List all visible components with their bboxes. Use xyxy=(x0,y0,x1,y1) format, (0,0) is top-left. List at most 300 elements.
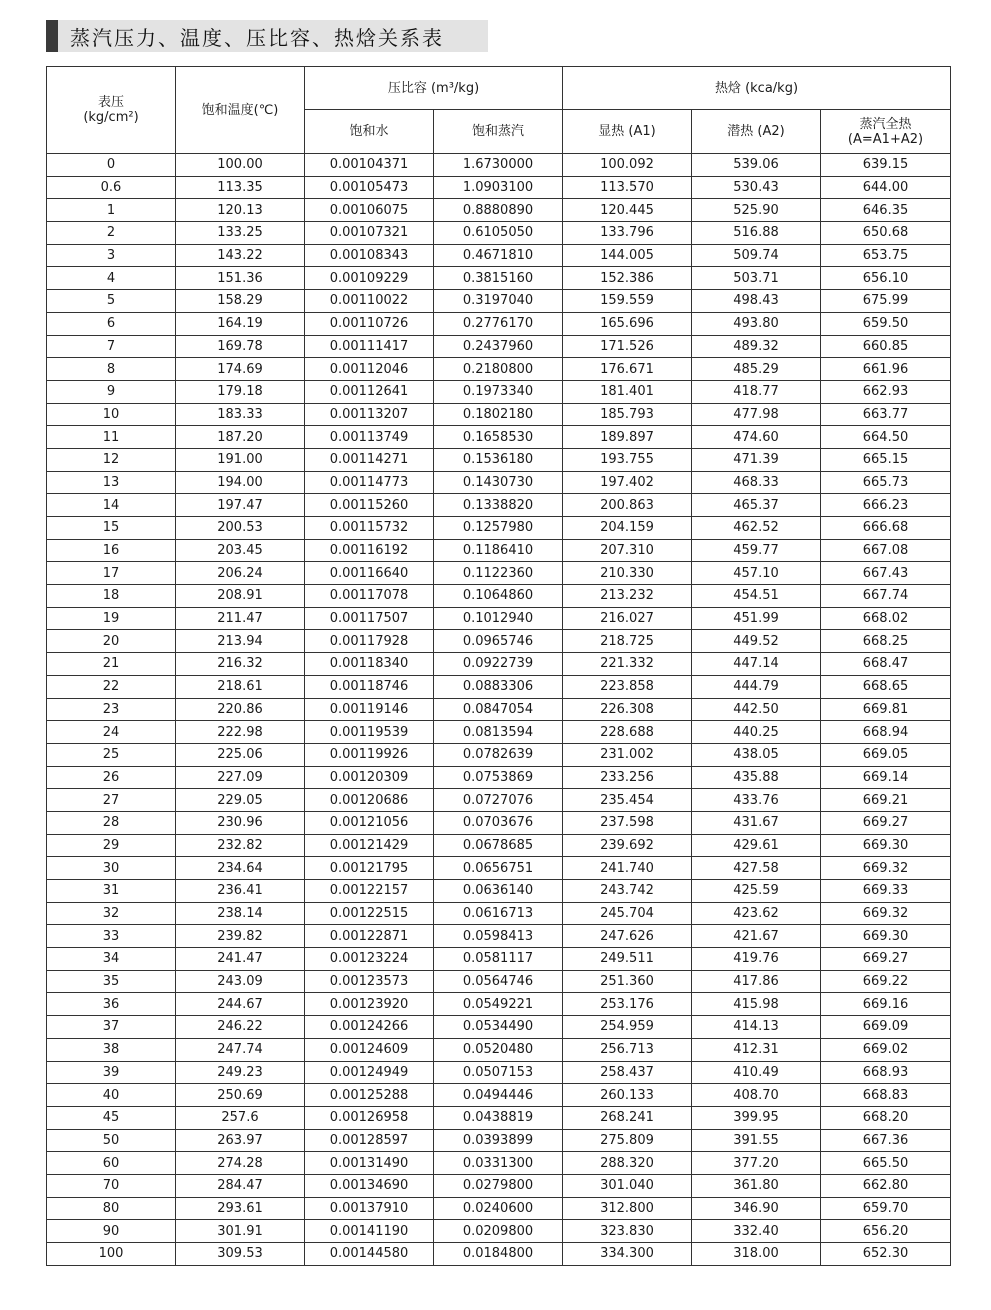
cell-pressure: 38 xyxy=(47,1038,176,1061)
cell-temperature: 164.19 xyxy=(176,312,305,335)
cell-saturated-steam: 0.0753869 xyxy=(434,766,563,789)
table-row xyxy=(47,1016,951,1039)
cell-pressure: 19 xyxy=(47,607,176,630)
cell-saturated-water: 0.00109229 xyxy=(305,267,434,290)
header-specific-volume: 压比容 (m³/kg) xyxy=(305,67,563,110)
cell-saturated-steam: 1.6730000 xyxy=(434,154,563,177)
cell-temperature: 220.86 xyxy=(176,698,305,721)
cell-pressure: 10 xyxy=(47,403,176,426)
cell-temperature: 143.22 xyxy=(176,244,305,267)
cell-temperature: 309.53 xyxy=(176,1243,305,1266)
cell-saturated-water: 0.00110022 xyxy=(305,290,434,313)
cell-sensible-heat: 185.793 xyxy=(563,403,692,426)
cell-sensible-heat: 176.671 xyxy=(563,358,692,381)
cell-temperature: 169.78 xyxy=(176,335,305,358)
table-row xyxy=(47,517,951,540)
cell-saturated-water: 0.00124609 xyxy=(305,1038,434,1061)
cell-total-heat: 668.20 xyxy=(821,1106,951,1129)
table-row xyxy=(47,585,951,608)
cell-pressure: 24 xyxy=(47,721,176,744)
table-row xyxy=(47,562,951,585)
cell-sensible-heat: 253.176 xyxy=(563,993,692,1016)
cell-latent-heat: 449.52 xyxy=(692,630,821,653)
cell-saturated-steam: 0.1122360 xyxy=(434,562,563,585)
cell-saturated-steam: 0.0564746 xyxy=(434,970,563,993)
cell-total-heat: 666.23 xyxy=(821,494,951,517)
cell-saturated-water: 0.00114271 xyxy=(305,448,434,471)
cell-temperature: 183.33 xyxy=(176,403,305,426)
cell-sensible-heat: 301.040 xyxy=(563,1174,692,1197)
cell-saturated-steam: 0.0581117 xyxy=(434,948,563,971)
cell-total-heat: 669.02 xyxy=(821,1038,951,1061)
cell-temperature: 213.94 xyxy=(176,630,305,653)
cell-total-heat: 669.30 xyxy=(821,834,951,857)
cell-pressure: 12 xyxy=(47,448,176,471)
cell-sensible-heat: 254.959 xyxy=(563,1016,692,1039)
table-row xyxy=(47,653,951,676)
cell-pressure: 39 xyxy=(47,1061,176,1084)
cell-saturated-water: 0.00105473 xyxy=(305,176,434,199)
table-row xyxy=(47,698,951,721)
table-row xyxy=(47,857,951,880)
cell-pressure: 0 xyxy=(47,154,176,177)
cell-temperature: 230.96 xyxy=(176,811,305,834)
cell-saturated-water: 0.00112046 xyxy=(305,358,434,381)
table-row xyxy=(47,426,951,449)
cell-sensible-heat: 213.232 xyxy=(563,585,692,608)
cell-saturated-steam: 0.0520480 xyxy=(434,1038,563,1061)
cell-total-heat: 668.02 xyxy=(821,607,951,630)
cell-temperature: 243.09 xyxy=(176,970,305,993)
cell-pressure: 11 xyxy=(47,426,176,449)
cell-pressure: 23 xyxy=(47,698,176,721)
cell-saturated-steam: 0.0782639 xyxy=(434,743,563,766)
cell-sensible-heat: 189.897 xyxy=(563,426,692,449)
cell-total-heat: 669.16 xyxy=(821,993,951,1016)
table-header xyxy=(47,67,951,154)
cell-total-heat: 668.65 xyxy=(821,675,951,698)
cell-saturated-water: 0.00144580 xyxy=(305,1243,434,1266)
cell-latent-heat: 465.37 xyxy=(692,494,821,517)
cell-total-heat: 663.77 xyxy=(821,403,951,426)
cell-sensible-heat: 226.308 xyxy=(563,698,692,721)
cell-latent-heat: 332.40 xyxy=(692,1220,821,1243)
table-row xyxy=(47,312,951,335)
cell-saturated-water: 0.00117928 xyxy=(305,630,434,653)
cell-saturated-water: 0.00112641 xyxy=(305,380,434,403)
cell-sensible-heat: 228.688 xyxy=(563,721,692,744)
cell-sensible-heat: 218.725 xyxy=(563,630,692,653)
table-row xyxy=(47,335,951,358)
cell-latent-heat: 399.95 xyxy=(692,1106,821,1129)
cell-temperature: 187.20 xyxy=(176,426,305,449)
cell-sensible-heat: 210.330 xyxy=(563,562,692,585)
cell-saturated-water: 0.00122157 xyxy=(305,880,434,903)
cell-saturated-water: 0.00118746 xyxy=(305,675,434,698)
table-row xyxy=(47,743,951,766)
cell-saturated-water: 0.00114773 xyxy=(305,471,434,494)
cell-temperature: 211.47 xyxy=(176,607,305,630)
cell-sensible-heat: 235.454 xyxy=(563,789,692,812)
cell-total-heat: 659.70 xyxy=(821,1197,951,1220)
cell-sensible-heat: 200.863 xyxy=(563,494,692,517)
cell-saturated-steam: 0.0549221 xyxy=(434,993,563,1016)
table-row xyxy=(47,834,951,857)
cell-latent-heat: 447.14 xyxy=(692,653,821,676)
cell-saturated-water: 0.00119926 xyxy=(305,743,434,766)
header-pressure-label: 表压 xyxy=(97,95,124,110)
cell-total-heat: 669.27 xyxy=(821,948,951,971)
cell-pressure: 33 xyxy=(47,925,176,948)
cell-pressure: 14 xyxy=(47,494,176,517)
cell-saturated-water: 0.00137910 xyxy=(305,1197,434,1220)
header-pressure xyxy=(47,67,176,154)
cell-latent-heat: 346.90 xyxy=(692,1197,821,1220)
cell-saturated-steam: 0.1338820 xyxy=(434,494,563,517)
cell-saturated-steam: 0.0616713 xyxy=(434,902,563,925)
cell-total-heat: 652.30 xyxy=(821,1243,951,1266)
cell-pressure: 40 xyxy=(47,1084,176,1107)
cell-saturated-steam: 0.0813594 xyxy=(434,721,563,744)
cell-saturated-water: 0.00121429 xyxy=(305,834,434,857)
cell-latent-heat: 471.39 xyxy=(692,448,821,471)
title-bar xyxy=(46,20,488,52)
cell-sensible-heat: 133.796 xyxy=(563,222,692,245)
table-row xyxy=(47,222,951,245)
cell-temperature: 229.05 xyxy=(176,789,305,812)
cell-total-heat: 646.35 xyxy=(821,199,951,222)
table-row xyxy=(47,471,951,494)
cell-latent-heat: 530.43 xyxy=(692,176,821,199)
table-row xyxy=(47,607,951,630)
table-row xyxy=(47,766,951,789)
cell-saturated-steam: 0.0922739 xyxy=(434,653,563,676)
cell-pressure: 36 xyxy=(47,993,176,1016)
table-row xyxy=(47,1152,951,1175)
cell-saturated-steam: 0.0678685 xyxy=(434,834,563,857)
cell-sensible-heat: 312.800 xyxy=(563,1197,692,1220)
cell-saturated-water: 0.00110726 xyxy=(305,312,434,335)
cell-temperature: 293.61 xyxy=(176,1197,305,1220)
cell-latent-heat: 474.60 xyxy=(692,426,821,449)
cell-total-heat: 659.50 xyxy=(821,312,951,335)
cell-sensible-heat: 231.002 xyxy=(563,743,692,766)
cell-saturated-steam: 0.0656751 xyxy=(434,857,563,880)
cell-pressure: 15 xyxy=(47,517,176,540)
cell-latent-heat: 421.67 xyxy=(692,925,821,948)
cell-pressure: 13 xyxy=(47,471,176,494)
cell-latent-heat: 417.86 xyxy=(692,970,821,993)
cell-sensible-heat: 204.159 xyxy=(563,517,692,540)
cell-pressure: 100 xyxy=(47,1243,176,1266)
cell-saturated-water: 0.00126958 xyxy=(305,1106,434,1129)
cell-saturated-water: 0.00122871 xyxy=(305,925,434,948)
cell-temperature: 225.06 xyxy=(176,743,305,766)
cell-sensible-heat: 165.696 xyxy=(563,312,692,335)
cell-total-heat: 669.32 xyxy=(821,857,951,880)
cell-pressure: 31 xyxy=(47,880,176,903)
cell-sensible-heat: 268.241 xyxy=(563,1106,692,1129)
steam-table xyxy=(46,66,951,1266)
cell-latent-heat: 457.10 xyxy=(692,562,821,585)
cell-pressure: 29 xyxy=(47,834,176,857)
cell-saturated-steam: 0.0393899 xyxy=(434,1129,563,1152)
cell-temperature: 191.00 xyxy=(176,448,305,471)
cell-pressure: 7 xyxy=(47,335,176,358)
cell-saturated-steam: 0.1012940 xyxy=(434,607,563,630)
cell-pressure: 22 xyxy=(47,675,176,698)
cell-temperature: 179.18 xyxy=(176,380,305,403)
cell-total-heat: 669.09 xyxy=(821,1016,951,1039)
cell-saturated-water: 0.00104371 xyxy=(305,154,434,177)
cell-temperature: 239.82 xyxy=(176,925,305,948)
cell-saturated-steam: 0.1536180 xyxy=(434,448,563,471)
cell-temperature: 274.28 xyxy=(176,1152,305,1175)
cell-saturated-water: 0.00123224 xyxy=(305,948,434,971)
cell-latent-heat: 493.80 xyxy=(692,312,821,335)
cell-pressure: 30 xyxy=(47,857,176,880)
table-row xyxy=(47,721,951,744)
cell-total-heat: 669.05 xyxy=(821,743,951,766)
cell-latent-heat: 408.70 xyxy=(692,1084,821,1107)
title-accent-block xyxy=(46,20,58,52)
cell-latent-heat: 431.67 xyxy=(692,811,821,834)
cell-saturated-water: 0.00121056 xyxy=(305,811,434,834)
cell-saturated-steam: 0.0703676 xyxy=(434,811,563,834)
cell-saturated-steam: 0.0883306 xyxy=(434,675,563,698)
cell-pressure: 9 xyxy=(47,380,176,403)
cell-temperature: 234.64 xyxy=(176,857,305,880)
cell-saturated-steam: 0.1064860 xyxy=(434,585,563,608)
cell-sensible-heat: 216.027 xyxy=(563,607,692,630)
table-row xyxy=(47,380,951,403)
cell-sensible-heat: 239.692 xyxy=(563,834,692,857)
cell-latent-heat: 419.76 xyxy=(692,948,821,971)
cell-total-heat: 665.50 xyxy=(821,1152,951,1175)
cell-pressure: 18 xyxy=(47,585,176,608)
cell-sensible-heat: 245.704 xyxy=(563,902,692,925)
cell-pressure: 6 xyxy=(47,312,176,335)
cell-saturated-water: 0.00111417 xyxy=(305,335,434,358)
cell-total-heat: 664.50 xyxy=(821,426,951,449)
cell-saturated-water: 0.00106075 xyxy=(305,199,434,222)
cell-pressure: 34 xyxy=(47,948,176,971)
cell-pressure: 70 xyxy=(47,1174,176,1197)
cell-pressure: 50 xyxy=(47,1129,176,1152)
cell-saturated-water: 0.00123573 xyxy=(305,970,434,993)
header-sensible-heat: 显热 (A1) xyxy=(563,110,692,154)
cell-temperature: 246.22 xyxy=(176,1016,305,1039)
cell-saturated-water: 0.00131490 xyxy=(305,1152,434,1175)
cell-total-heat: 668.93 xyxy=(821,1061,951,1084)
cell-pressure: 3 xyxy=(47,244,176,267)
table-row xyxy=(47,925,951,948)
cell-latent-heat: 377.20 xyxy=(692,1152,821,1175)
cell-total-heat: 661.96 xyxy=(821,358,951,381)
cell-total-heat: 644.00 xyxy=(821,176,951,199)
cell-pressure: 26 xyxy=(47,766,176,789)
table-row xyxy=(47,267,951,290)
cell-latent-heat: 459.77 xyxy=(692,539,821,562)
cell-pressure: 27 xyxy=(47,789,176,812)
cell-latent-heat: 414.13 xyxy=(692,1016,821,1039)
cell-latent-heat: 425.59 xyxy=(692,880,821,903)
cell-saturated-steam: 0.6105050 xyxy=(434,222,563,245)
table-row xyxy=(47,176,951,199)
cell-temperature: 222.98 xyxy=(176,721,305,744)
cell-latent-heat: 489.32 xyxy=(692,335,821,358)
cell-sensible-heat: 251.360 xyxy=(563,970,692,993)
cell-sensible-heat: 275.809 xyxy=(563,1129,692,1152)
table-row xyxy=(47,630,951,653)
cell-latent-heat: 433.76 xyxy=(692,789,821,812)
cell-saturated-water: 0.00116192 xyxy=(305,539,434,562)
cell-pressure: 60 xyxy=(47,1152,176,1175)
table-row xyxy=(47,1038,951,1061)
cell-sensible-heat: 323.830 xyxy=(563,1220,692,1243)
cell-saturated-water: 0.00117507 xyxy=(305,607,434,630)
cell-total-heat: 669.33 xyxy=(821,880,951,903)
table-row xyxy=(47,154,951,177)
cell-total-heat: 660.85 xyxy=(821,335,951,358)
cell-total-heat: 662.80 xyxy=(821,1174,951,1197)
cell-saturated-water: 0.00117078 xyxy=(305,585,434,608)
cell-sensible-heat: 247.626 xyxy=(563,925,692,948)
cell-temperature: 133.25 xyxy=(176,222,305,245)
cell-pressure: 8 xyxy=(47,358,176,381)
cell-sensible-heat: 221.332 xyxy=(563,653,692,676)
cell-sensible-heat: 258.437 xyxy=(563,1061,692,1084)
table-row xyxy=(47,811,951,834)
cell-pressure: 80 xyxy=(47,1197,176,1220)
table-row xyxy=(47,1129,951,1152)
cell-saturated-steam: 0.8880890 xyxy=(434,199,563,222)
cell-latent-heat: 442.50 xyxy=(692,698,821,721)
cell-saturated-steam: 0.1802180 xyxy=(434,403,563,426)
table-row xyxy=(47,358,951,381)
cell-temperature: 151.36 xyxy=(176,267,305,290)
cell-pressure: 0.6 xyxy=(47,176,176,199)
cell-total-heat: 669.22 xyxy=(821,970,951,993)
cell-saturated-water: 0.00116640 xyxy=(305,562,434,585)
cell-temperature: 197.47 xyxy=(176,494,305,517)
cell-latent-heat: 477.98 xyxy=(692,403,821,426)
header-pressure-unit: (kg/cm²) xyxy=(83,110,139,125)
page-title: 蒸汽压力、温度、压比容、热焓关系表 xyxy=(70,25,444,50)
table-row xyxy=(47,494,951,517)
cell-saturated-water: 0.00120309 xyxy=(305,766,434,789)
cell-total-heat: 668.94 xyxy=(821,721,951,744)
cell-pressure: 45 xyxy=(47,1106,176,1129)
cell-total-heat: 639.15 xyxy=(821,154,951,177)
cell-latent-heat: 451.99 xyxy=(692,607,821,630)
cell-saturated-steam: 0.0598413 xyxy=(434,925,563,948)
cell-total-heat: 656.10 xyxy=(821,267,951,290)
cell-pressure: 21 xyxy=(47,653,176,676)
cell-sensible-heat: 159.559 xyxy=(563,290,692,313)
cell-total-heat: 656.20 xyxy=(821,1220,951,1243)
cell-sensible-heat: 171.526 xyxy=(563,335,692,358)
cell-saturated-water: 0.00113749 xyxy=(305,426,434,449)
cell-latent-heat: 361.80 xyxy=(692,1174,821,1197)
cell-saturated-steam: 0.4671810 xyxy=(434,244,563,267)
cell-temperature: 301.91 xyxy=(176,1220,305,1243)
cell-latent-heat: 485.29 xyxy=(692,358,821,381)
cell-sensible-heat: 207.310 xyxy=(563,539,692,562)
cell-sensible-heat: 100.092 xyxy=(563,154,692,177)
cell-saturated-steam: 0.1973340 xyxy=(434,380,563,403)
cell-saturated-steam: 0.0184800 xyxy=(434,1243,563,1266)
cell-saturated-steam: 0.2180800 xyxy=(434,358,563,381)
cell-sensible-heat: 241.740 xyxy=(563,857,692,880)
cell-sensible-heat: 181.401 xyxy=(563,380,692,403)
cell-saturated-water: 0.00108343 xyxy=(305,244,434,267)
cell-pressure: 35 xyxy=(47,970,176,993)
cell-saturated-steam: 0.0209800 xyxy=(434,1220,563,1243)
cell-total-heat: 667.36 xyxy=(821,1129,951,1152)
cell-pressure: 1 xyxy=(47,199,176,222)
cell-saturated-steam: 0.1186410 xyxy=(434,539,563,562)
cell-latent-heat: 427.58 xyxy=(692,857,821,880)
cell-total-heat: 669.14 xyxy=(821,766,951,789)
cell-total-heat: 668.25 xyxy=(821,630,951,653)
cell-saturated-water: 0.00124949 xyxy=(305,1061,434,1084)
cell-sensible-heat: 249.511 xyxy=(563,948,692,971)
cell-total-heat: 669.32 xyxy=(821,902,951,925)
cell-temperature: 238.14 xyxy=(176,902,305,925)
cell-temperature: 194.00 xyxy=(176,471,305,494)
cell-saturated-water: 0.00113207 xyxy=(305,403,434,426)
cell-latent-heat: 462.52 xyxy=(692,517,821,540)
cell-temperature: 208.91 xyxy=(176,585,305,608)
cell-temperature: 200.53 xyxy=(176,517,305,540)
cell-total-heat: 669.21 xyxy=(821,789,951,812)
header-latent-heat: 潜热 (A2) xyxy=(692,110,821,154)
table-row xyxy=(47,403,951,426)
cell-latent-heat: 444.79 xyxy=(692,675,821,698)
cell-saturated-steam: 0.0240600 xyxy=(434,1197,563,1220)
cell-saturated-water: 0.00115260 xyxy=(305,494,434,517)
header-total-heat-label: 蒸汽全热 xyxy=(859,116,912,132)
cell-pressure: 20 xyxy=(47,630,176,653)
cell-sensible-heat: 334.300 xyxy=(563,1243,692,1266)
cell-saturated-water: 0.00122515 xyxy=(305,902,434,925)
table-row xyxy=(47,993,951,1016)
cell-sensible-heat: 237.598 xyxy=(563,811,692,834)
cell-temperature: 232.82 xyxy=(176,834,305,857)
cell-latent-heat: 516.88 xyxy=(692,222,821,245)
cell-temperature: 244.67 xyxy=(176,993,305,1016)
table-row xyxy=(47,448,951,471)
cell-latent-heat: 429.61 xyxy=(692,834,821,857)
cell-sensible-heat: 152.386 xyxy=(563,267,692,290)
cell-sensible-heat: 197.402 xyxy=(563,471,692,494)
cell-sensible-heat: 288.320 xyxy=(563,1152,692,1175)
cell-total-heat: 668.83 xyxy=(821,1084,951,1107)
cell-latent-heat: 539.06 xyxy=(692,154,821,177)
cell-latent-heat: 418.77 xyxy=(692,380,821,403)
cell-total-heat: 667.74 xyxy=(821,585,951,608)
cell-pressure: 32 xyxy=(47,902,176,925)
table-row xyxy=(47,880,951,903)
table-row xyxy=(47,970,951,993)
cell-temperature: 174.69 xyxy=(176,358,305,381)
cell-pressure: 28 xyxy=(47,811,176,834)
cell-temperature: 284.47 xyxy=(176,1174,305,1197)
cell-temperature: 257.6 xyxy=(176,1106,305,1129)
cell-temperature: 250.69 xyxy=(176,1084,305,1107)
table-row xyxy=(47,1084,951,1107)
